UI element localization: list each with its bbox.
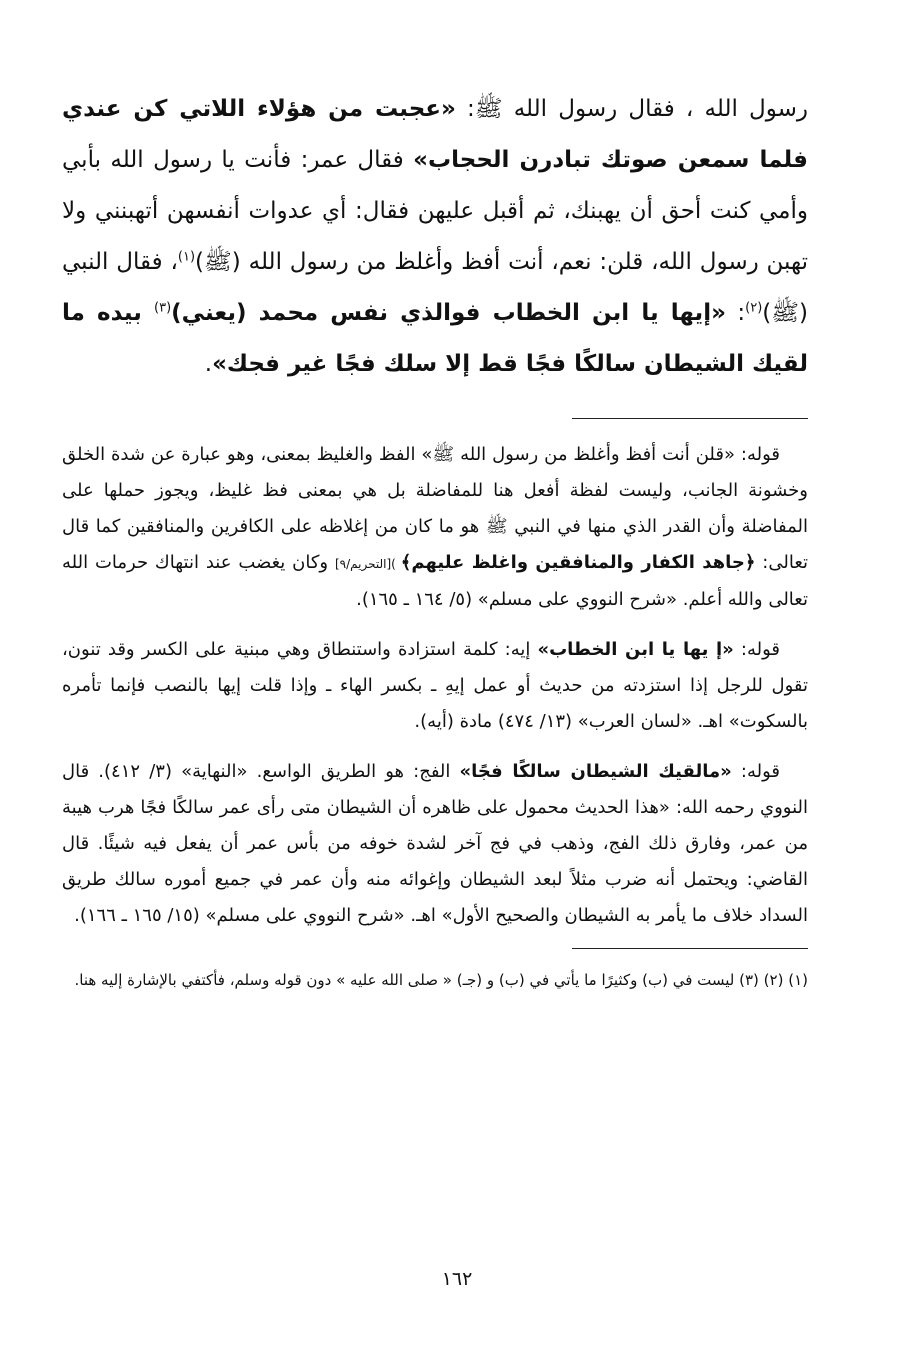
commentary-3-text: الفج: هو الطريق الواسع. «النهاية» (٣/ ٤١٢). قال النووي رحمه الله: «هذا الحديث محمول على ظاهره أن الشيطان متى رأى عمر سالكًا فجًا هرب هيبة من عمر، وفارق ذلك الفج، وذهب في فج آخر لشدة خوفه من بأس عمر أن يفعل فيه شيئًا. قال القاضي: ويحتمل أنه ضرب مثلاً لبعد الشيطان وإغوائه منه وأن عمر في جميع أموره سالك طريق السداد خلاف ما يأمر به الشيطان والصحيح الأول» اهـ. «شرح النووي على مسلم» (١٥/ ١٦٥ ـ ١٦٦). — [62, 761, 808, 926]
hadith-quote-3: بيده ما لقيك الشيطان سالكًا فجًا قط إلا سلك فجًا غير فجك» — [62, 300, 808, 377]
commentary-3-lead: قوله: — [731, 761, 780, 782]
main-text-5: (يعني) — [171, 300, 259, 326]
main-text-1: رسول الله ، فقال رسول الله ﷺ: — [455, 96, 808, 122]
commentary-3-heading: «مالقيك الشيطان سالكًا فجًا» — [459, 761, 732, 782]
commentary-section — [62, 437, 808, 934]
commentary-paragraph-3 — [62, 754, 808, 934]
footnote-ref-3: (٣) — [154, 300, 172, 316]
commentary-paragraph-1 — [62, 437, 808, 618]
commentary-divider — [572, 418, 808, 419]
footnote-ref-1: (١) — [177, 249, 196, 265]
main-paragraph — [62, 84, 808, 390]
page-body — [62, 84, 808, 996]
commentary-2-text: إيه: كلمة استزادة واستنطاق وهي مبنية على الكسر وقد تنون، تقول للرجل إذا استزدته من حديث أو عمل إيهِ ـ بكسر الهاء ـ وإذا قلت إيها بالنصب فإنما تأمره بالسكوت» اهـ. «لسان العرب» (١٣/ ٤٧٤) مادة (أيه). — [62, 639, 808, 732]
commentary-1-text-a: قوله: «قلن أنت أفظ وأغلظ من رسول الله ﷺ» الفظ والغليظ بمعنى، وهو عبارة عن شدة الخلق وخشونة الجانب، وليست لفظة أفعل هنا للمفاضلة بل هي بمعنى فظ غليظ، ويجوز حملها على المفاضلة وأن القدر الذي منها في النبي ﷺ هو ما كان من إغلاظه على الكافرين والمنافقين كما قال تعالى: — [62, 444, 809, 573]
hadith-quote-1: «عجبت من هؤلاء اللاتي كن عندي فلما سمعن صوتك تبادرن الحجاب» — [62, 96, 808, 173]
main-text-3: ، فقال النبي (ﷺ) — [62, 249, 808, 326]
hadith-quote-2: «إيها يا ابن الخطاب فوالذي نفس محمد — [258, 300, 726, 326]
footnote-text: (١) (٢) (٣) ليست في (ب) وكثيرًا ما يأتي في (ب) و (جـ) « صلى الله عليه » دون قوله وسلم، فأكتفي بالإشارة إليه هنا. — [74, 971, 808, 989]
commentary-1-text-b: وكان يغضب عند انتهاك حرمات الله تعالى والله أعلم. «شرح النووي على مسلم» (٥/ ١٦٤ ـ ١٦٥). — [62, 552, 808, 610]
footnote-ref-2: (٢) — [745, 300, 763, 316]
quran-verse: ﴿جاهد الكفار والمنافقين واغلظ عليهم﴾ — [400, 552, 756, 573]
commentary-2-lead: قوله: — [733, 639, 780, 660]
commentary-paragraph-2 — [62, 632, 808, 740]
commentary-2-heading: «إ يها يا ابن الخطاب» — [537, 639, 734, 660]
page-number: ١٦٢ — [441, 1268, 473, 1290]
main-text-2: فقال عمر: فأنت يا رسول الله بأبي وأمي كنت أحق أن يهبنك، ثم أقبل عليهن فقال: أي عدوات أنفسهن أتهبنني ولا تهبن رسول الله، قلن: نعم، أنت أفظ وأغلظ من رسول الله (ﷺ) — [62, 147, 808, 275]
footnote-divider — [572, 948, 808, 949]
main-text-4: : — [725, 300, 746, 326]
verse-citation: )[التحريم/٩] — [334, 557, 401, 571]
main-text-6: . — [204, 351, 213, 377]
